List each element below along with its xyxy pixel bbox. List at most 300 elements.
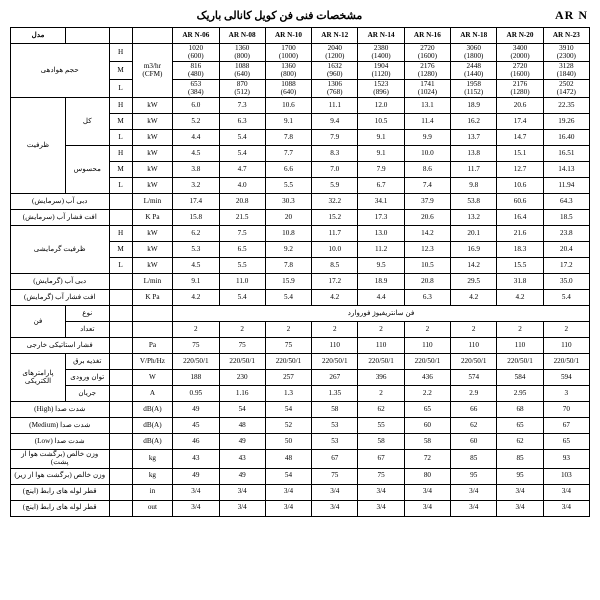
- data-cell: 1958 (1152): [451, 80, 497, 98]
- unit-cell: m3/hr (CFM): [132, 44, 173, 98]
- data-cell: 11.0: [219, 274, 265, 290]
- data-cell: 20.6: [404, 210, 450, 226]
- sub-cell: H: [109, 98, 132, 114]
- model-header-cell: AR N-14: [358, 28, 404, 44]
- row-label: فشار استاتیکی خارجی: [11, 338, 110, 354]
- unit-cell: (A)dB: [132, 434, 173, 450]
- data-cell: 10.5: [358, 114, 404, 130]
- unit-cell: kW: [132, 226, 173, 242]
- table-row: [11, 386, 590, 402]
- data-cell: 5.4: [265, 290, 311, 306]
- data-cell: 62: [358, 402, 404, 418]
- data-cell: 7.9: [358, 162, 404, 178]
- data-cell: 436: [404, 370, 450, 386]
- data-cell: 2: [497, 322, 543, 338]
- data-cell: 21.5: [219, 210, 265, 226]
- data-cell: 3.8: [173, 162, 219, 178]
- unit-cell: kW: [132, 258, 173, 274]
- data-cell: 5.9: [312, 178, 358, 194]
- data-cell: 110: [451, 338, 497, 354]
- sub-cell: L: [109, 258, 132, 274]
- table-row: [11, 468, 590, 484]
- data-cell: 1632 (960): [312, 62, 358, 80]
- data-cell: 3/4: [451, 484, 497, 500]
- unit-cell: [132, 322, 173, 338]
- sub-cell: L: [109, 130, 132, 146]
- data-cell: 2: [312, 322, 358, 338]
- data-cell: 396: [358, 370, 404, 386]
- table-body: [11, 28, 590, 517]
- data-cell: 3/4: [543, 500, 589, 516]
- data-cell: 19.26: [543, 114, 589, 130]
- model-header-cell: AR N-08: [219, 28, 265, 44]
- data-cell: 5.5: [265, 178, 311, 194]
- data-cell: 6.6: [265, 162, 311, 178]
- data-cell: 220/50/1: [173, 354, 219, 370]
- table-row: [11, 322, 590, 338]
- unit-cell: L/min: [132, 274, 173, 290]
- group-label-electrical: پارامترهای الکتریکی: [11, 354, 66, 402]
- data-cell: 4.2: [173, 290, 219, 306]
- sub-cell: [109, 274, 132, 290]
- data-cell: 1020 (600): [173, 44, 219, 62]
- sub-cell: [109, 468, 132, 484]
- data-cell: 2176 (1280): [404, 62, 450, 80]
- sub-cell: [109, 418, 132, 434]
- data-cell: 14.2: [451, 258, 497, 274]
- data-cell: 1306 (768): [312, 80, 358, 98]
- model-header-cell: AR N-16: [404, 28, 450, 44]
- sub-cell: [109, 484, 132, 500]
- data-cell: 13.1: [404, 98, 450, 114]
- data-cell: 17.4: [497, 114, 543, 130]
- data-cell: 53: [312, 434, 358, 450]
- sub-cell: L: [109, 178, 132, 194]
- data-cell: 584: [497, 370, 543, 386]
- subgroup-label-sensible: محسوس: [66, 146, 109, 194]
- data-cell: 10.8: [265, 226, 311, 242]
- data-cell: 17.4: [173, 194, 219, 210]
- data-cell: 37.9: [404, 194, 450, 210]
- row-label: توان ورودی: [66, 370, 109, 386]
- data-cell: 54: [265, 402, 311, 418]
- data-cell: 20.1: [451, 226, 497, 242]
- data-cell: 2: [404, 322, 450, 338]
- data-cell: 58: [404, 434, 450, 450]
- data-cell: 7.4: [404, 178, 450, 194]
- data-cell: 1088 (640): [265, 80, 311, 98]
- data-cell: 54: [219, 402, 265, 418]
- data-cell: 16.51: [543, 146, 589, 162]
- data-cell: 67: [543, 418, 589, 434]
- data-cell: 30.3: [265, 194, 311, 210]
- data-cell: 14.13: [543, 162, 589, 178]
- data-cell: 6.3: [404, 290, 450, 306]
- data-cell: 2: [219, 322, 265, 338]
- sub-cell: [109, 354, 132, 370]
- data-cell: 75: [312, 468, 358, 484]
- data-cell: 8.5: [312, 258, 358, 274]
- data-cell: 9.9: [404, 130, 450, 146]
- data-cell: 29.5: [451, 274, 497, 290]
- row-label: قطر لوله های رابط (اینچ): [11, 484, 110, 500]
- data-cell: 14.2: [404, 226, 450, 242]
- unit-cell: (A)dB: [132, 402, 173, 418]
- data-cell: 8.6: [404, 162, 450, 178]
- data-cell: 188: [173, 370, 219, 386]
- data-cell: 20.8: [404, 274, 450, 290]
- data-cell: 13.8: [451, 146, 497, 162]
- data-cell: 49: [173, 402, 219, 418]
- data-cell: 7.7: [265, 146, 311, 162]
- table-row: [11, 434, 590, 450]
- data-cell: 6.2: [173, 226, 219, 242]
- data-cell: 68: [497, 402, 543, 418]
- data-cell: 8.3: [312, 146, 358, 162]
- data-cell: 5.3: [173, 242, 219, 258]
- model-header-cell: AR N-10: [265, 28, 311, 44]
- sub-cell: [109, 450, 132, 468]
- data-cell: 1741 (1024): [404, 80, 450, 98]
- data-cell: 4.5: [173, 258, 219, 274]
- sub-cell: H: [109, 146, 132, 162]
- data-cell: 75: [265, 338, 311, 354]
- data-cell: 53.8: [451, 194, 497, 210]
- row-label: وزن خالص (برگشت هوا از زیر): [11, 468, 110, 484]
- unit-cell: V/Ph/Hz: [132, 354, 173, 370]
- data-cell: 1700 (1000): [265, 44, 311, 62]
- data-cell: 15.1: [497, 146, 543, 162]
- data-cell: 2720 (1600): [404, 44, 450, 62]
- data-cell: 13.2: [451, 210, 497, 226]
- data-cell: 2380 (1400): [358, 44, 404, 62]
- unit-cell: Pa: [132, 338, 173, 354]
- data-cell: 1360 (800): [265, 62, 311, 80]
- data-cell: 31.8: [497, 274, 543, 290]
- model-header-cell: AR N-06: [173, 28, 219, 44]
- table-row: [11, 418, 590, 434]
- data-cell: 220/50/1: [358, 354, 404, 370]
- data-cell: 110: [497, 338, 543, 354]
- data-cell: 3/4: [173, 484, 219, 500]
- sub-cell: M: [109, 162, 132, 178]
- data-cell: 220/50/1: [451, 354, 497, 370]
- data-cell: 11.94: [543, 178, 589, 194]
- table-row: [11, 226, 590, 242]
- table-row: [11, 402, 590, 418]
- data-cell: 574: [451, 370, 497, 386]
- data-cell: 62: [497, 434, 543, 450]
- unit-cell: L/min: [132, 194, 173, 210]
- data-cell: 2: [358, 386, 404, 402]
- unit-cell: kW: [132, 114, 173, 130]
- group-label-fan: فن: [11, 306, 66, 338]
- row-label: شدت صدا (High): [11, 402, 110, 418]
- data-cell: 7.8: [265, 258, 311, 274]
- data-cell: 9.1: [265, 114, 311, 130]
- brand-logo: AR N: [555, 8, 588, 22]
- table-row: [11, 484, 590, 500]
- data-cell: 60: [451, 434, 497, 450]
- data-cell: 110: [312, 338, 358, 354]
- data-cell: 3/4: [497, 500, 543, 516]
- data-cell: 1360 (800): [219, 44, 265, 62]
- subgroup-label-total: کل: [66, 98, 109, 146]
- data-cell: 5.4: [219, 130, 265, 146]
- data-cell: 43: [219, 450, 265, 468]
- header-spacer: [132, 28, 173, 44]
- sub-cell: [109, 402, 132, 418]
- unit-cell: [132, 306, 173, 322]
- data-cell: 9.1: [173, 274, 219, 290]
- table-row: [11, 354, 590, 370]
- data-cell: 58: [358, 434, 404, 450]
- data-cell: 50: [265, 434, 311, 450]
- data-cell: 75: [358, 468, 404, 484]
- row-label: شدت صدا (Low): [11, 434, 110, 450]
- data-cell: 10.6: [265, 98, 311, 114]
- table-row: [11, 500, 590, 516]
- data-cell: 11.4: [404, 114, 450, 130]
- data-cell: 16.9: [451, 242, 497, 258]
- data-cell: 17.3: [358, 210, 404, 226]
- data-cell: 9.1: [358, 130, 404, 146]
- data-cell: 16.4: [497, 210, 543, 226]
- data-cell: 3/4: [404, 484, 450, 500]
- header-spacer: [66, 28, 109, 44]
- data-cell: 17.2: [312, 274, 358, 290]
- data-cell: 49: [219, 468, 265, 484]
- data-cell: 3/4: [312, 484, 358, 500]
- unit-cell: W: [132, 370, 173, 386]
- unit-cell: K Pa: [132, 210, 173, 226]
- data-cell: 62: [451, 418, 497, 434]
- data-cell: 2: [265, 322, 311, 338]
- data-cell: 3/4: [543, 484, 589, 500]
- row-label: تغذیه برق: [66, 354, 109, 370]
- data-cell: 66: [451, 402, 497, 418]
- data-cell: 16.2: [451, 114, 497, 130]
- data-cell: 2176 (1280): [497, 80, 543, 98]
- data-cell: 9.1: [358, 146, 404, 162]
- data-cell: 5.4: [219, 290, 265, 306]
- data-cell: 4.2: [451, 290, 497, 306]
- data-cell: 95: [497, 468, 543, 484]
- data-cell: 220/50/1: [543, 354, 589, 370]
- data-cell: 110: [543, 338, 589, 354]
- data-cell: 110: [404, 338, 450, 354]
- data-cell: 2: [358, 322, 404, 338]
- data-cell: 16.40: [543, 130, 589, 146]
- unit-cell: kW: [132, 98, 173, 114]
- row-label: افت فشار آب (سرمایش): [11, 210, 110, 226]
- data-cell: 7.5: [219, 226, 265, 242]
- header-spacer: [109, 28, 132, 44]
- table-row: [11, 370, 590, 386]
- table-row: [11, 98, 590, 114]
- data-cell: 48: [265, 450, 311, 468]
- data-cell: 15.5: [497, 258, 543, 274]
- data-cell: 653 (384): [173, 80, 219, 98]
- table-row: [11, 450, 590, 468]
- data-cell: 3/4: [219, 484, 265, 500]
- data-cell: 230: [219, 370, 265, 386]
- data-cell: 4.7: [219, 162, 265, 178]
- data-cell: 3128 (1840): [543, 62, 589, 80]
- table-row: [11, 210, 590, 226]
- model-header-cell: AR N-12: [312, 28, 358, 44]
- unit-cell: kW: [132, 162, 173, 178]
- data-cell: 2.95: [497, 386, 543, 402]
- data-cell: 6.3: [219, 114, 265, 130]
- data-cell: 3/4: [451, 500, 497, 516]
- data-cell: 5.4: [543, 290, 589, 306]
- data-cell: 9.8: [451, 178, 497, 194]
- data-cell: 11.2: [358, 242, 404, 258]
- sub-cell: [109, 194, 132, 210]
- data-cell: 18.3: [497, 242, 543, 258]
- sub-cell: [109, 434, 132, 450]
- specification-table: [10, 27, 590, 517]
- data-cell: 32.2: [312, 194, 358, 210]
- data-cell: 4.4: [358, 290, 404, 306]
- group-label-capacity: ظرفیت: [11, 98, 66, 194]
- data-cell: 6.0: [173, 98, 219, 114]
- data-cell: 22.35: [543, 98, 589, 114]
- data-cell: 1523 (896): [358, 80, 404, 98]
- data-cell: 7.3: [219, 98, 265, 114]
- data-cell: 20: [265, 210, 311, 226]
- data-cell: 3/4: [219, 500, 265, 516]
- data-cell: 4.5: [173, 146, 219, 162]
- sub-cell: [109, 290, 132, 306]
- data-cell: 1904 (1120): [358, 62, 404, 80]
- unit-cell: kW: [132, 130, 173, 146]
- data-cell: 95: [451, 468, 497, 484]
- data-cell: 2: [173, 322, 219, 338]
- data-cell: 3400 (2000): [497, 44, 543, 62]
- data-cell: 220/50/1: [265, 354, 311, 370]
- data-cell: 7.0: [312, 162, 358, 178]
- data-cell: 80: [404, 468, 450, 484]
- data-cell: 85: [451, 450, 497, 468]
- row-label: دبی آب (گرمایش): [11, 274, 110, 290]
- sub-cell: M: [109, 242, 132, 258]
- data-cell: 220/50/1: [312, 354, 358, 370]
- data-cell: 12.3: [404, 242, 450, 258]
- data-cell: 3910 (2300): [543, 44, 589, 62]
- data-cell: 4.0: [219, 178, 265, 194]
- data-cell: 67: [358, 450, 404, 468]
- data-cell: 60: [404, 418, 450, 434]
- data-cell: 48: [219, 418, 265, 434]
- data-cell: 10.6: [497, 178, 543, 194]
- data-cell: 220/50/1: [404, 354, 450, 370]
- data-cell: 54: [265, 468, 311, 484]
- table-row: [11, 306, 590, 322]
- data-cell: 11.1: [312, 98, 358, 114]
- data-cell: 65: [497, 418, 543, 434]
- data-cell: 18.5: [543, 210, 589, 226]
- data-cell: 3/4: [265, 484, 311, 500]
- table-row: [11, 290, 590, 306]
- data-cell: 49: [219, 434, 265, 450]
- table-header-row: [11, 28, 590, 44]
- data-cell: 0.95: [173, 386, 219, 402]
- data-cell: 20.4: [543, 242, 589, 258]
- data-cell: 5.2: [173, 114, 219, 130]
- group-label-airflow: حجم هوادهی: [11, 44, 110, 98]
- table-row: [11, 338, 590, 354]
- data-cell: 9.5: [358, 258, 404, 274]
- data-cell: 23.8: [543, 226, 589, 242]
- data-cell: 93: [543, 450, 589, 468]
- row-label: دبی آب (سرمایش): [11, 194, 110, 210]
- data-cell: 3/4: [173, 500, 219, 516]
- data-cell: 34.1: [358, 194, 404, 210]
- table-row: [11, 194, 590, 210]
- table-row: [11, 44, 590, 62]
- model-header-cell: AR N-18: [451, 28, 497, 44]
- data-cell: 18.9: [358, 274, 404, 290]
- data-cell: 15.2: [312, 210, 358, 226]
- sub-cell: [109, 306, 132, 322]
- row-label: نوع: [66, 306, 109, 322]
- data-cell: 20.8: [219, 194, 265, 210]
- data-cell: 15.8: [173, 210, 219, 226]
- data-cell: 72: [404, 450, 450, 468]
- data-cell: 9.4: [312, 114, 358, 130]
- data-cell: 1.3: [265, 386, 311, 402]
- data-cell: 9.2: [265, 242, 311, 258]
- table-row: [11, 274, 590, 290]
- unit-cell: kW: [132, 178, 173, 194]
- sub-cell: [109, 322, 132, 338]
- data-cell: 1088 (640): [219, 62, 265, 80]
- unit-cell: kg: [132, 468, 173, 484]
- row-label: شدت صدا (Medium): [11, 418, 110, 434]
- unit-cell: kW: [132, 242, 173, 258]
- data-cell: 15.9: [265, 274, 311, 290]
- data-cell: 2448 (1440): [451, 62, 497, 80]
- model-header-cell: AR N-20: [497, 28, 543, 44]
- page-title: مشخصات فنی فن کویل کانالی باریک: [196, 10, 363, 22]
- unit-cell: kg: [132, 450, 173, 468]
- data-cell: 21.6: [497, 226, 543, 242]
- sub-cell: [109, 210, 132, 226]
- row-label: وزن خالص (برگشت هوا از پشت): [11, 450, 110, 468]
- group-label-heating: ظرفیت گرمایشی: [11, 226, 110, 274]
- data-cell: 14.7: [497, 130, 543, 146]
- unit-cell: K Pa: [132, 290, 173, 306]
- data-cell: 5.4: [219, 146, 265, 162]
- data-cell: 11.7: [451, 162, 497, 178]
- sub-cell: [109, 370, 132, 386]
- data-cell: 5.5: [219, 258, 265, 274]
- data-cell: 12.7: [497, 162, 543, 178]
- data-cell: 257: [265, 370, 311, 386]
- unit-cell: (A)dB: [132, 418, 173, 434]
- data-cell: 3: [543, 386, 589, 402]
- data-cell: 2720 (1600): [497, 62, 543, 80]
- data-cell: 75: [219, 338, 265, 354]
- data-cell: 220/50/1: [219, 354, 265, 370]
- data-cell: 816 (480): [173, 62, 219, 80]
- data-cell: 1.35: [312, 386, 358, 402]
- data-cell: 4.2: [497, 290, 543, 306]
- model-label-header: مدل: [11, 28, 66, 44]
- fan-type-value: فن سانتریفیوژ فوروارد: [173, 306, 590, 322]
